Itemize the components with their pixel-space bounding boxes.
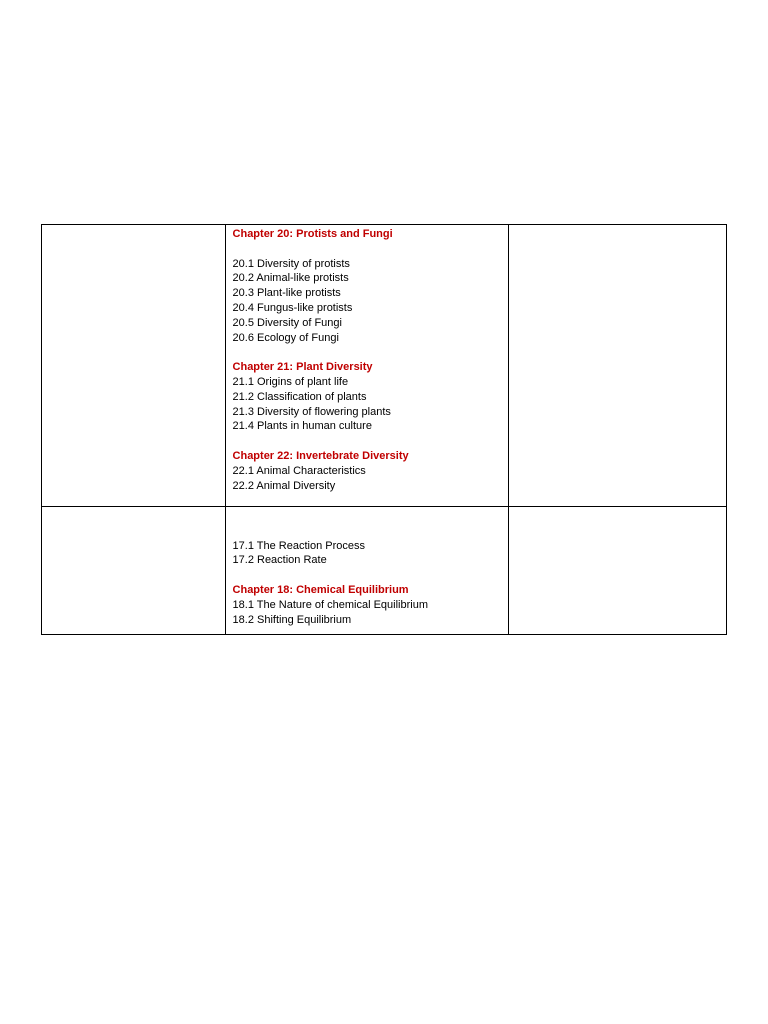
row1-right-cell [509, 225, 727, 507]
row1-content-cell [225, 225, 509, 507]
row1-left-cell [42, 225, 226, 507]
spacer [233, 509, 503, 524]
spacer [233, 524, 503, 539]
spacer [233, 434, 503, 449]
list-item: 22.2 Animal Diversity [232, 479, 336, 492]
row2-left-text [42, 507, 225, 509]
list-item: 20.1 Diversity of protists [232, 257, 350, 270]
list-item: 18.1 The Nature of chemical Equilibrium [232, 598, 428, 611]
list-item: 21.2 Classification of plants [232, 390, 367, 403]
row2-right-text [509, 507, 726, 509]
chapter-21-heading: Chapter 21: Plant Diversity [232, 361, 373, 374]
list-item: 21.4 Plants in human culture [232, 420, 372, 433]
row1-left-text [42, 225, 225, 227]
spacer [233, 568, 503, 583]
row2-left-cell [42, 507, 226, 635]
spacer [233, 242, 503, 257]
list-item: 21.1 Origins of plant life [232, 375, 349, 388]
row1-right-text [509, 225, 726, 227]
row2-content-cell [225, 507, 509, 635]
table-row [42, 225, 727, 507]
list-item: 21.3 Diversity of flowering plants [232, 405, 391, 418]
chapter-20-heading: Chapter 20: Protists and Fungi [232, 228, 393, 240]
chapter-18-heading: Chapter 18: Chemical Equilibrium [232, 583, 409, 596]
spacer [233, 345, 503, 360]
list-item: 18.2 Shifting Equilibrium [232, 613, 352, 626]
biology-chapters [226, 225, 509, 493]
list-item: 20.6 Ecology of Fungi [232, 331, 339, 344]
list-item: 20.2 Animal-like protists [232, 272, 349, 285]
curriculum-table [41, 224, 727, 635]
list-item: 22.1 Animal Characteristics [232, 464, 366, 477]
chemistry-chapters [226, 507, 509, 627]
list-item: 20.3 Plant-like protists [232, 287, 341, 300]
list-item: 20.5 Diversity of Fungi [232, 316, 342, 329]
row2-right-cell [509, 507, 727, 635]
chapter-22-heading: Chapter 22: Invertebrate Diversity [232, 449, 409, 462]
list-item: 17.1 The Reaction Process [232, 539, 366, 552]
list-item: 20.4 Fungus-like protists [232, 301, 353, 314]
list-item: 17.2 Reaction Rate [232, 554, 327, 567]
table-row [42, 507, 727, 635]
